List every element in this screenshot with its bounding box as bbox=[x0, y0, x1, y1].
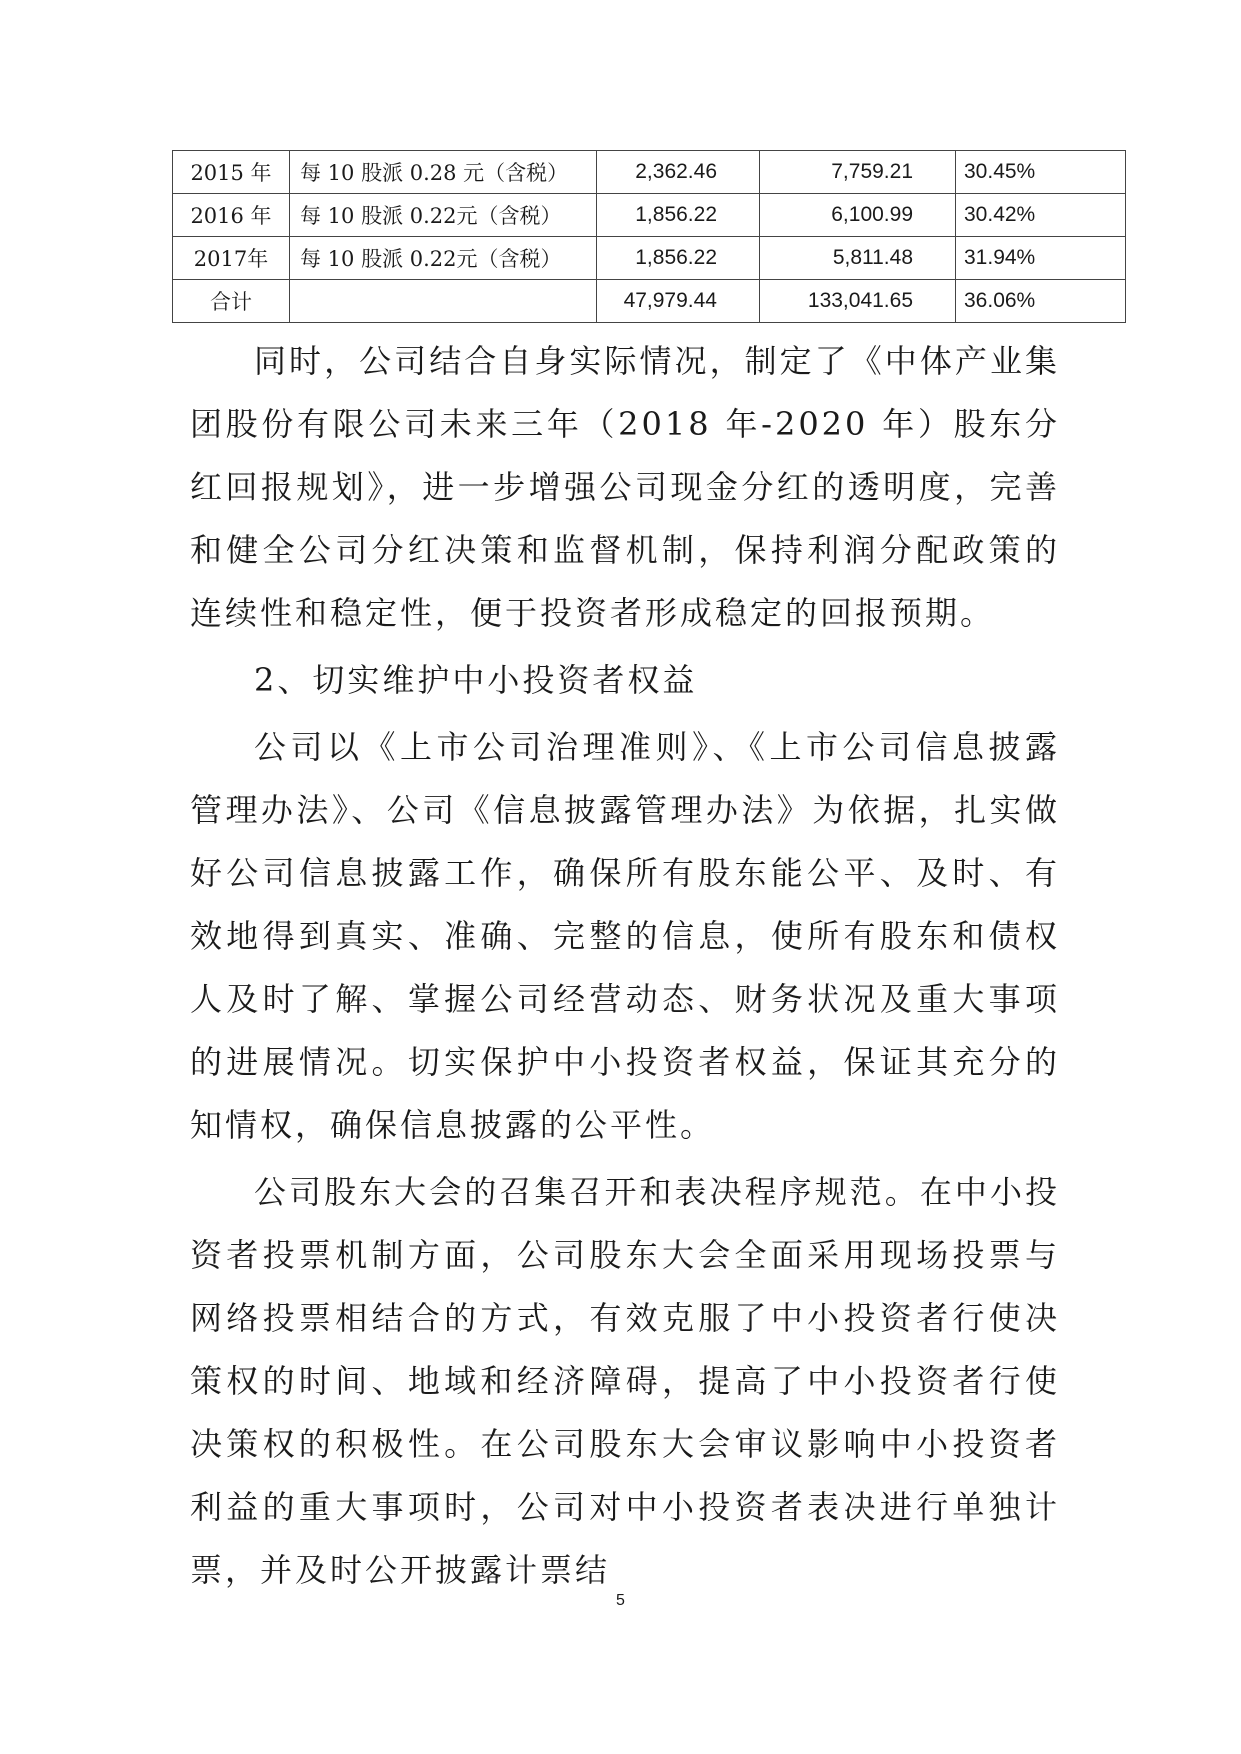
paragraph-disclosure: 公司以《上市公司治理准则》、《上市公司信息披露管理办法》、公司《信息披露管理办法》为依据，扎实做好公司信息披露工作，确保所有股东能公平、及时、有效地得到真实、准确、完整的信息，使所有股东和债权人及时了解、掌握公司经营动态、财务状况及重大事项的进展情况。切实保护中小投资者权益，保证其充分的知情权，确保信息披露的公平性。 bbox=[190, 728, 1060, 1144]
dividend-table bbox=[172, 150, 1126, 323]
net-profit-cell: 7,759.21 bbox=[760, 151, 956, 194]
section-heading: 2、切实维护中小投资者权益 bbox=[254, 661, 698, 699]
ratio-cell: 30.42% bbox=[956, 194, 1126, 237]
cash-dividend-total-cell: 47,979.44 bbox=[597, 280, 760, 323]
paragraph-shareholder-meeting: 公司股东大会的召集召开和表决程序规范。在中小投资者投票机制方面，公司股东大会全面采用现场投票与网络投票相结合的方式，有效克服了中小投资者行使决策权的时间、地域和经济障碍，提高了中小投资者行使决策权的积极性。在公司股东大会审议影响中小投资者利益的重大事项时，公司对中小投资者表决进行单独计票，并及时公开披露计票结 bbox=[190, 1173, 1060, 1589]
body-text bbox=[190, 330, 1060, 1602]
cash-dividend-cell: 2,362.46 bbox=[597, 151, 760, 194]
total-label-cell: 合计 bbox=[173, 280, 290, 323]
net-profit-cell: 5,811.48 bbox=[760, 237, 956, 280]
year-cell: 2015 年 bbox=[173, 151, 290, 194]
ratio-cell: 30.45% bbox=[956, 151, 1126, 194]
table-row bbox=[173, 194, 1126, 237]
cash-dividend-cell: 1,856.22 bbox=[597, 237, 760, 280]
ratio-total-cell: 36.06% bbox=[956, 280, 1126, 323]
dividend-plan-cell: 每 10 股派 0.22元（含税） bbox=[290, 194, 597, 237]
year-cell: 2017年 bbox=[173, 237, 290, 280]
dividend-plan-cell bbox=[290, 280, 597, 323]
table-row-total bbox=[173, 280, 1126, 323]
ratio-cell: 31.94% bbox=[956, 237, 1126, 280]
table-row bbox=[173, 237, 1126, 280]
net-profit-total-cell: 133,041.65 bbox=[760, 280, 956, 323]
page-number: 5 bbox=[616, 1592, 625, 1609]
year-cell: 2016 年 bbox=[173, 194, 290, 237]
table-row bbox=[173, 151, 1126, 194]
net-profit-cell: 6,100.99 bbox=[760, 194, 956, 237]
dividend-plan-cell: 每 10 股派 0.28 元（含税） bbox=[290, 151, 597, 194]
cash-dividend-cell: 1,856.22 bbox=[597, 194, 760, 237]
dividend-plan-cell: 每 10 股派 0.22元（含税） bbox=[290, 237, 597, 280]
paragraph-dividend-plan: 同时，公司结合自身实际情况，制定了《中体产业集团股份有限公司未来三年（2018 年-2020 年）股东分红回报规划》，进一步增强公司现金分红的透明度，完善和健全公司分红决策和监督机制，保持利润分配政策的连续性和稳定性，便于投资者形成稳定的回报预期。 bbox=[190, 342, 1060, 632]
